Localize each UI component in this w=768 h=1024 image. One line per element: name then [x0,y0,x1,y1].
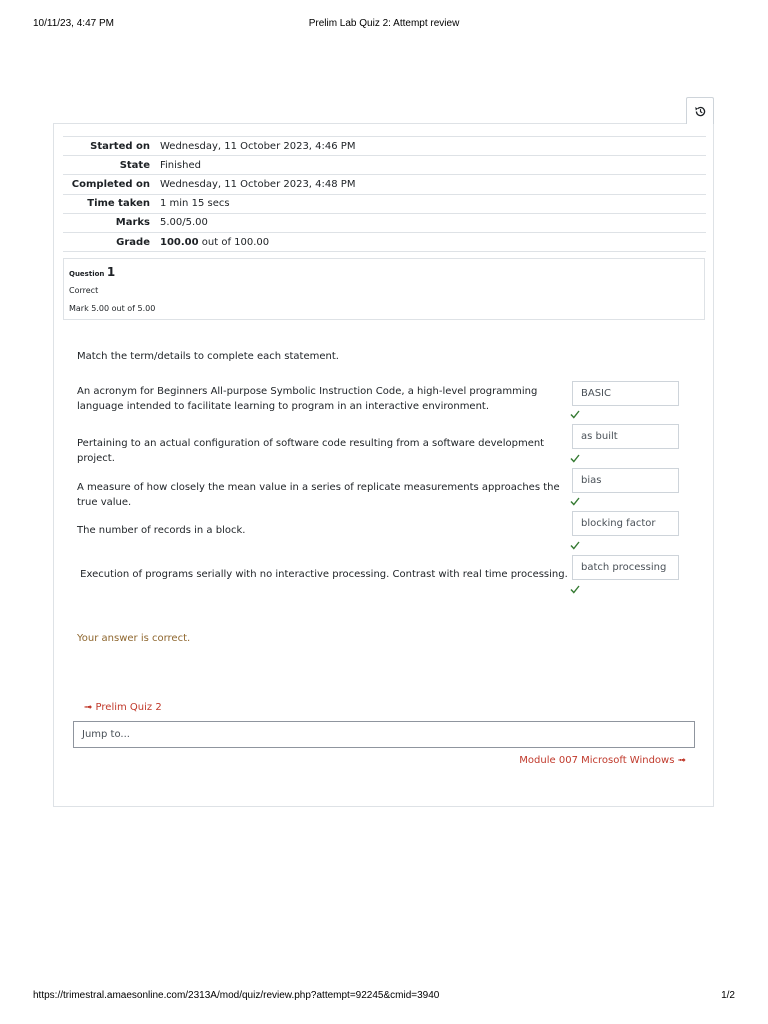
match-statement: The number of records in a block. [77,525,246,536]
history-icon [694,105,707,118]
print-title: Prelim Lab Quiz 2: Attempt review [308,18,460,29]
print-header [33,18,735,32]
question-state: Correct [69,286,99,295]
summary-value: 1 min 15 secs [160,198,230,210]
jump-to-select[interactable]: Jump to... [73,721,695,748]
match-statement: An acronym for Beginners All-purpose Symbolic Instruction Code, a high-level programming language intended to facilitate learning to program in an interactive environment. [77,386,538,412]
print-footer [33,990,735,1004]
summary-value [160,237,706,248]
question-grade: Mark 5.00 out of 5.00 [69,304,156,313]
question-info-box [63,258,705,320]
summary-row-grade [63,232,706,252]
check-icon [570,410,580,419]
history-button[interactable] [686,97,714,124]
check-icon [570,454,580,463]
summary-label: Marks [115,217,150,229]
next-activity-link[interactable]: Module 007 Microsoft Windows ➟ [519,755,686,766]
check-icon [570,541,580,550]
check-icon [570,497,580,506]
answer-feedback: Your answer is correct. [77,633,191,644]
question-number [69,265,115,279]
match-answer-select[interactable]: as built [572,424,679,449]
summary-label: Started on [90,140,150,152]
summary-label: Completed on [71,178,150,190]
match-statement: A measure of how closely the mean value in a series of replicate measurements approaches the true value. [77,482,560,508]
summary-label: Grade [116,236,150,248]
match-answer-select[interactable]: batch processing [572,555,679,580]
print-page-number: 1/2 [721,990,735,1001]
check-icon [570,585,580,594]
summary-label: State [119,159,150,171]
attempt-summary-table [63,136,706,252]
summary-row-time [63,194,706,213]
match-answer-select[interactable]: bias [572,468,679,493]
match-statement: Execution of programs serially with no interactive processing. Contrast with real time processing. [77,569,568,580]
summary-row-started [63,136,706,155]
summary-value: Finished [160,159,201,171]
summary-value: 5.00/5.00 [160,217,208,229]
question-prompt: Match the term/details to complete each statement. [77,351,339,362]
match-answer-select[interactable]: BASIC [572,381,679,406]
match-answer-select[interactable]: blocking factor [572,511,679,536]
question-prefix: Question [69,270,105,278]
summary-value: Wednesday, 11 October 2023, 4:46 PM [160,140,356,152]
summary-label: Time taken [87,198,150,210]
print-date: 10/11/23, 4:47 PM [33,18,114,29]
grade-total: out of 100.00 [198,236,270,248]
grade-score: 100.00 [160,236,199,248]
print-url: https://trimestral.amaesonline.com/2313A/mod/quiz/review.php?attempt=92245&cmid=3940 [33,990,440,1001]
summary-row-completed [63,174,706,193]
question-num: 1 [106,265,116,279]
match-statement: Pertaining to an actual configuration of software code resulting from a software development project. [77,438,545,464]
summary-row-state [63,155,706,174]
summary-value: Wednesday, 11 October 2023, 4:48 PM [160,178,356,190]
previous-activity-link[interactable]: ➟ Prelim Quiz 2 [84,702,162,713]
summary-row-marks [63,213,706,232]
